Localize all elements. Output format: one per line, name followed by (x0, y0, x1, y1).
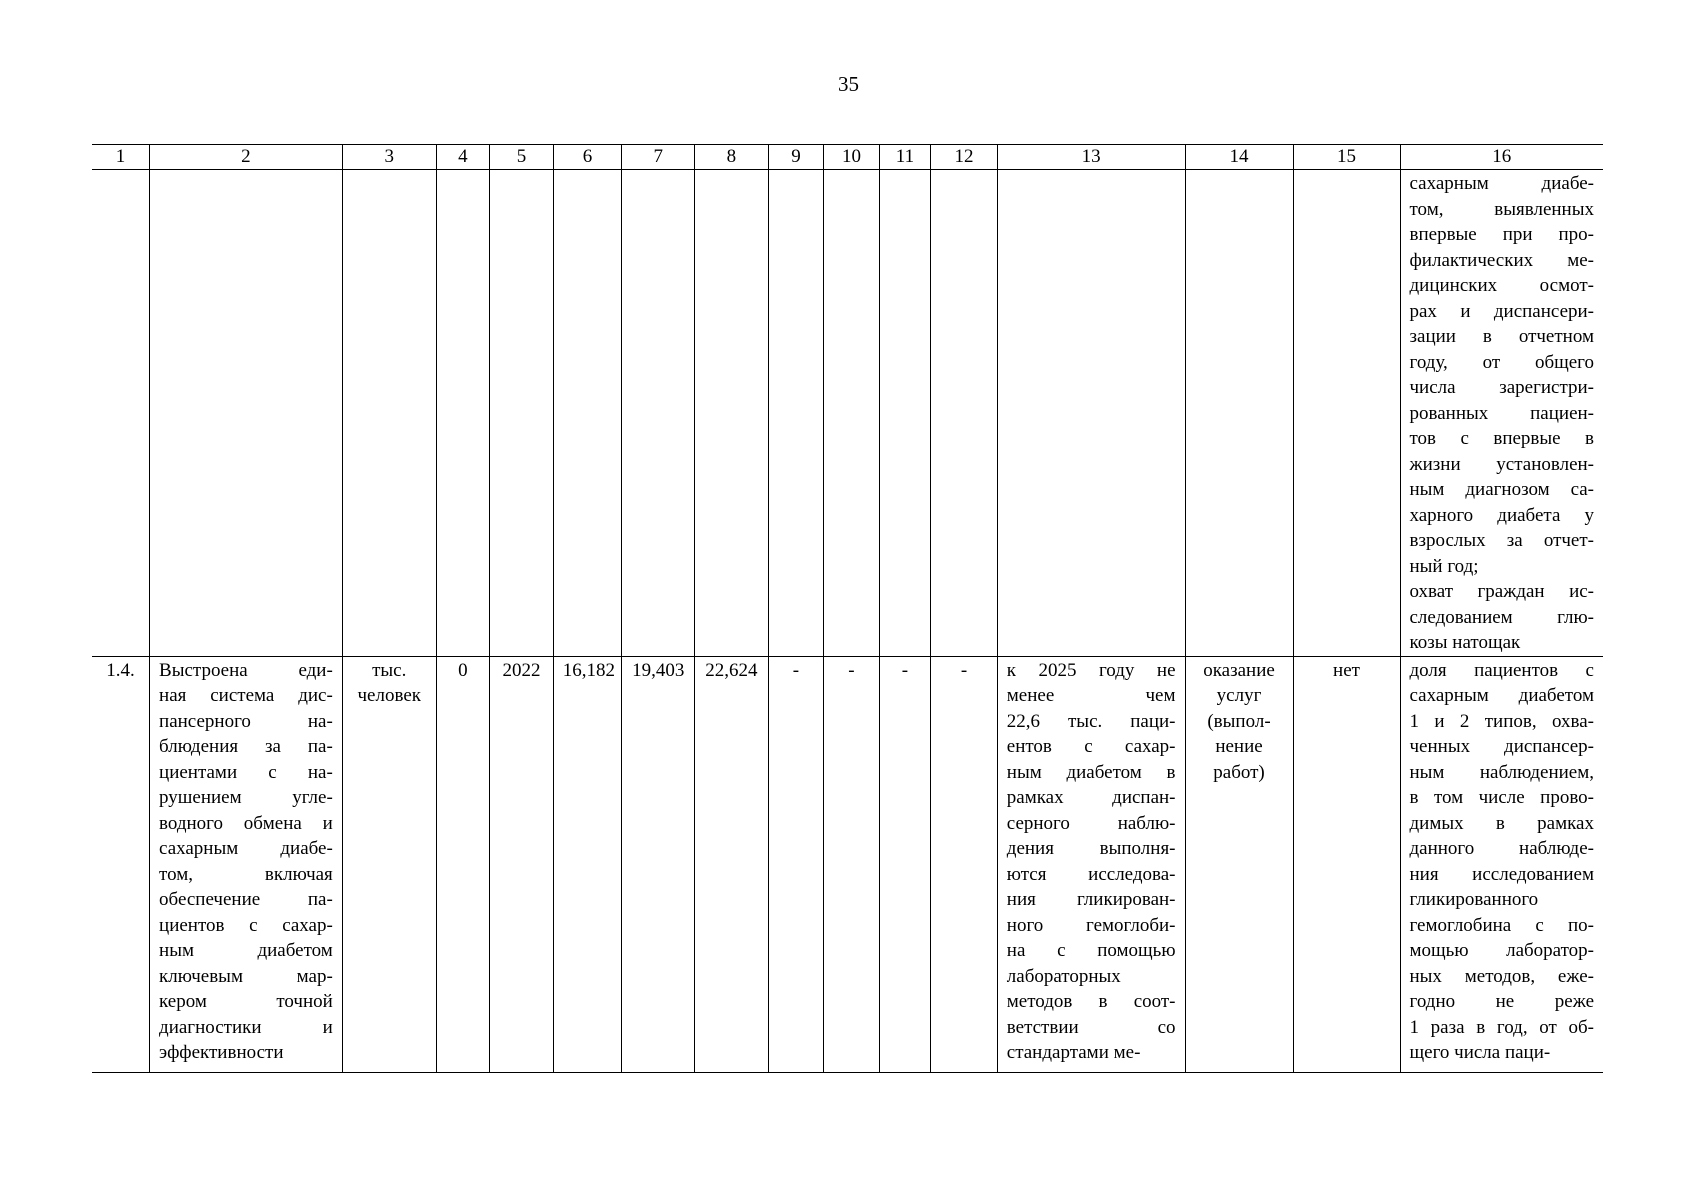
cell-text-line: дицинских осмот- (1409, 275, 1594, 296)
table-cell (695, 170, 769, 657)
cell-text-line: харного диабета у (1409, 504, 1594, 526)
cell-text-line: ченных диспансер- (1409, 736, 1594, 757)
cell-text-line: козы натощак (1409, 632, 1521, 653)
cell-text-line: году, от общего (1409, 351, 1594, 373)
cell-text-line: сахарным диабе- (1409, 173, 1594, 194)
cell-text-line: взрослых за отчет- (1409, 530, 1594, 551)
table-cell (436, 170, 489, 657)
indicator-text-cell (1400, 170, 1603, 657)
cell-text-line: ветствии со (1006, 1016, 1176, 1038)
cell-text-line: ного гемоглоби- (1006, 914, 1176, 936)
base-year-cell: 2022 (490, 656, 554, 1072)
value-col12-cell: - (931, 656, 998, 1072)
value-2025-cell: 22,624 (695, 656, 769, 1072)
table-cell (931, 170, 998, 657)
data-table (92, 144, 1603, 1073)
cell-text-line: обеспечение па- (159, 889, 333, 910)
column-header: 9 (768, 145, 824, 170)
cell-text-line: числа зарегистри- (1409, 377, 1594, 398)
cell-text-line: водного обмена и (159, 812, 333, 834)
flag-cell: нет (1293, 656, 1400, 1072)
item-number: 1.4. (92, 656, 150, 1072)
cell-text-line: серного наблю- (1006, 812, 1176, 834)
cell-text-line: человек (357, 685, 421, 706)
cell-text-line: охват граждан ис- (1409, 581, 1594, 602)
cell-text-line: доля пациентов с (1409, 659, 1594, 681)
page-number: 35 (838, 72, 859, 96)
column-header: 7 (622, 145, 695, 170)
cell-text-line: циентами с на- (159, 761, 333, 783)
cell-text-line: 1 раза в год, от об- (1409, 1016, 1594, 1038)
cell-text-line: филактических ме- (1409, 249, 1594, 271)
table-cell (768, 170, 824, 657)
cell-text-line: ключевым мар- (159, 965, 333, 987)
cell-text-line: впервые при про- (1409, 224, 1594, 245)
cell-text-line: ная система дис- (159, 685, 333, 706)
cell-text-line: ния гликирован- (1006, 889, 1176, 910)
cell-text-line: следованием глю- (1409, 606, 1594, 628)
cell-text-line: на с помощью (1006, 940, 1176, 961)
cell-text-line: сахарным диабетом (1409, 685, 1594, 706)
cell-text-line: ния исследованием (1409, 863, 1594, 885)
cell-text-line: Выстроена еди- (159, 659, 333, 681)
table-cell (622, 170, 695, 657)
header-row (92, 145, 1603, 170)
column-header: 16 (1400, 145, 1603, 170)
column-header: 14 (1185, 145, 1293, 170)
cell-text-line: оказание (1203, 659, 1275, 681)
result-description-cell (150, 656, 343, 1072)
table-row-continuation (92, 170, 1603, 657)
cell-text-line: ентов с сахар- (1006, 736, 1176, 757)
cell-text-line: ным диабетом (159, 940, 333, 961)
cell-text-line: (выпол- (1207, 710, 1271, 732)
cell-text-line: к 2025 году не (1006, 659, 1176, 681)
cell-text-line: нение (1215, 736, 1263, 757)
column-header: 6 (553, 145, 622, 170)
cell-text-line: дения выполня- (1006, 838, 1176, 859)
cell-text-line: ный год; (1409, 555, 1479, 577)
column-header: 3 (342, 145, 436, 170)
cell-text-line: гемоглобина с по- (1409, 914, 1594, 936)
cell-text-line: лабораторных (1006, 965, 1121, 987)
characteristic-cell (997, 656, 1185, 1072)
cell-text-line: тыс. (372, 659, 407, 681)
table-cell (342, 170, 436, 657)
cell-text-line: работ) (1213, 761, 1265, 783)
cell-text-line: блюдения за па- (159, 736, 333, 757)
cell-text-line: жизни установлен- (1409, 453, 1594, 475)
cell-text-line: циентов с сахар- (159, 914, 333, 936)
cell-text-line: димых в рамках (1409, 812, 1594, 834)
column-header: 4 (436, 145, 489, 170)
cell-text-line: рушением угле- (159, 787, 333, 808)
cell-text-line: гликированного (1409, 889, 1539, 910)
cell-text-line: ются исследова- (1006, 863, 1176, 885)
value-col9-cell: - (768, 656, 824, 1072)
cell-text-line: менее чем (1006, 685, 1176, 706)
cell-text-line: услуг (1216, 685, 1262, 706)
cell-text-line: годно не реже (1409, 991, 1594, 1012)
table-cell (150, 170, 343, 657)
cell-text-line: стандартами ме- (1006, 1042, 1141, 1063)
cell-text-line: методов в соот- (1006, 991, 1176, 1012)
cell-text-line: диагностики и (159, 1016, 333, 1038)
table-row-item-1-4 (92, 656, 1603, 1072)
column-header: 1 (92, 145, 150, 170)
cell-text-line: в том числе прово- (1409, 787, 1594, 808)
cell-text-line: 1 и 2 типов, охва- (1409, 710, 1594, 732)
column-header: 15 (1293, 145, 1400, 170)
table-cell (490, 170, 554, 657)
base-value-cell: 0 (436, 656, 489, 1072)
cell-text-line: рованных пациен- (1409, 402, 1594, 424)
cell-text-line: тов с впервые в (1409, 428, 1594, 449)
indicator-text-cell (1400, 656, 1603, 1072)
cell-text-line: том, выявленных (1409, 198, 1594, 220)
table-cell (824, 170, 880, 657)
type-cell (1185, 656, 1293, 1072)
cell-text-line: сахарным диабе- (159, 838, 333, 859)
cell-text-line: рамках диспан- (1006, 787, 1176, 808)
column-header: 8 (695, 145, 769, 170)
column-header: 13 (997, 145, 1185, 170)
column-header: 2 (150, 145, 343, 170)
column-header: 10 (824, 145, 880, 170)
column-header: 5 (490, 145, 554, 170)
table-cell (1293, 170, 1400, 657)
value-2023-cell: 16,182 (553, 656, 622, 1072)
cell-text-line: пансерного на- (159, 710, 333, 732)
cell-text-line: ным диабетом в (1006, 761, 1176, 783)
value-col10-cell: - (824, 656, 880, 1072)
cell-text-line: том, включая (159, 863, 333, 885)
unit-cell (342, 656, 436, 1072)
cell-text-line: мощью лаборатор- (1409, 940, 1594, 961)
column-header: 11 (879, 145, 930, 170)
table-cell (879, 170, 930, 657)
cell-text-line: 22,6 тыс. паци- (1006, 710, 1176, 732)
cell-text-line: зации в отчетном (1409, 326, 1594, 347)
cell-text-line: рах и диспансери- (1409, 300, 1594, 322)
cell-text-line: ным наблюдением, (1409, 761, 1594, 783)
cell-text-line: данного наблюде- (1409, 838, 1594, 859)
cell-text-line: ных методов, еже- (1409, 965, 1594, 987)
cell-text-line: ным диагнозом са- (1409, 479, 1594, 500)
table-cell (92, 170, 150, 657)
value-col11-cell: - (879, 656, 930, 1072)
column-header: 12 (931, 145, 998, 170)
value-2024-cell: 19,403 (622, 656, 695, 1072)
table-cell (997, 170, 1185, 657)
table-cell (1185, 170, 1293, 657)
cell-text-line: щего числа паци- (1409, 1042, 1551, 1063)
cell-text-line: кером точной (159, 991, 333, 1012)
table-cell (553, 170, 622, 657)
cell-text-line: эффективности (159, 1042, 284, 1063)
